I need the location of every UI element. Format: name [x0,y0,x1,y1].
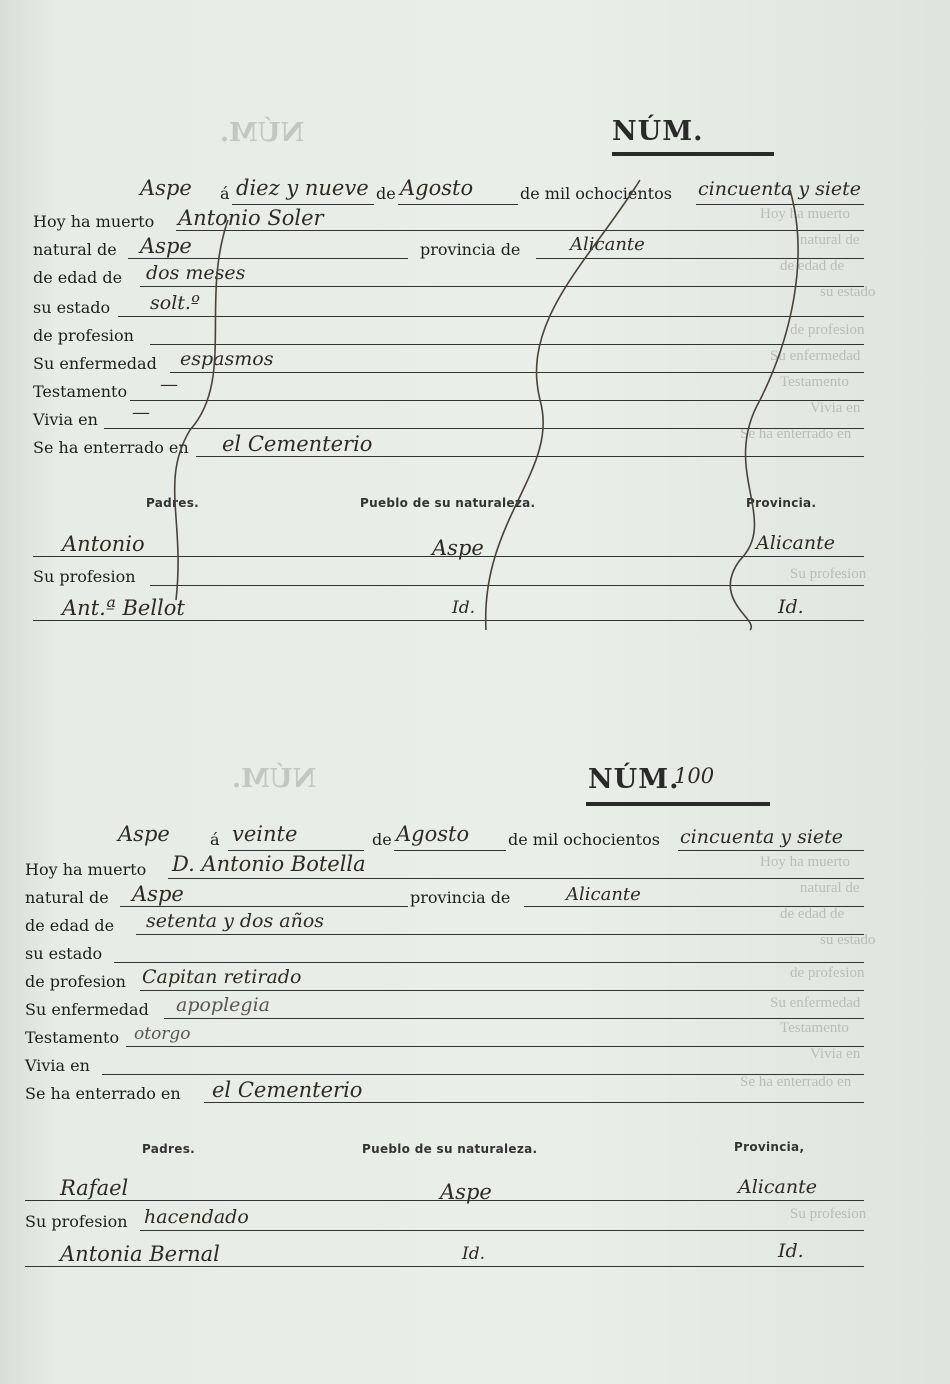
year-prefix-label: de mil ochocientos [520,184,672,203]
enterrado-label: Se ha enterrado en [25,1084,181,1103]
provincia-header: Provincia, [734,1140,805,1154]
bleed-label: de profesion [790,965,865,981]
bleed-label: Se ha enterrado en [740,1074,852,1090]
estado-line [114,962,864,963]
testamento-value: — [160,374,178,395]
vivia-line [102,1074,864,1075]
provincia-value: Alicante [570,234,645,255]
madre-pueblo: Id. [452,598,476,618]
bleed-label: Su enfermedad [770,348,861,364]
natural-line [120,906,408,907]
padre-line [25,1200,864,1201]
bleed-label: natural de [800,232,860,248]
bleed-label: de profesion [790,322,865,338]
place-value: Aspe [140,176,192,200]
hoy-label: Hoy ha muerto [25,860,147,879]
vivia-label: Vivia en [33,410,98,429]
pueblo-header: Pueblo de su naturaleza. [360,496,536,510]
enterrado-value: el Cementerio [212,1078,363,1102]
provincia-header: Provincia. [746,496,817,510]
pueblo-header: Pueblo de su naturaleza. [362,1142,538,1156]
estado-value: solt.º [150,292,200,314]
entry-number: 100 [674,764,715,788]
month-value: Agosto [396,822,470,846]
bleed-label: Su profesion [790,566,867,582]
ghost-num-header: NÚM. [220,118,305,148]
month-value: Agosto [400,176,474,200]
vivia-value: — [132,402,150,423]
enterrado-value: el Cementerio [222,432,373,456]
edad-line [136,934,864,935]
bleed-label: Su enfermedad [770,995,861,1011]
bleed-label: su estado [820,284,876,300]
deceased-name: D. Antonio Botella [172,852,366,876]
provincia-line [524,906,864,907]
bleed-label: Se ha enterrado en [740,426,852,442]
de-label: de [372,830,392,849]
padre-name: Antonio [62,532,145,556]
num-rule [586,802,770,806]
de-label: de [376,184,396,203]
su-profesion-label: Su profesion [33,567,136,586]
enfermedad-label: Su enfermedad [33,354,157,373]
madre-pueblo: Id. [462,1244,486,1264]
madre-name: Antonia Bernal [60,1242,220,1266]
bleed-label: su estado [820,932,876,948]
year-prefix-label: de mil ochocientos [508,830,660,849]
deceased-name: Antonio Soler [178,206,324,230]
padre-pueblo: Aspe [440,1180,492,1204]
natural-label: natural de [25,888,109,907]
testamento-line [126,1046,864,1047]
place-sep: á [210,830,220,849]
vivia-label: Vivia en [25,1056,90,1075]
bleed-label: Vivia en [810,400,861,416]
place-sep: á [220,184,230,203]
place-value: Aspe [118,822,170,846]
testamento-label: Testamento [25,1028,120,1047]
day-line [228,850,364,851]
bleed-label: Testamento [780,1020,849,1036]
provincia-label: provincia de [410,888,511,907]
bleed-label: natural de [800,880,860,896]
profesion-label: de profesion [33,326,134,345]
enfermedad-label: Su enfermedad [25,1000,149,1019]
enfermedad-value: espasmos [180,348,274,370]
bleed-label: Hoy ha muerto [760,854,850,870]
padre-provincia: Alicante [738,1176,817,1198]
enterrado-label: Se ha enterrado en [33,438,189,457]
testamento-label: Testamento [33,382,128,401]
padre-name: Rafael [60,1176,129,1200]
provincia-label: provincia de [420,240,521,259]
ghost-num-header: NÚM. [232,764,317,794]
natural-value: Aspe [132,882,184,906]
bleed-label: Su profesion [790,1206,867,1222]
bleed-label: de edad de [780,906,845,922]
year-value: cincuenta y siete [680,826,844,848]
padre-provincia: Alicante [756,532,835,554]
profesion-line [140,990,864,991]
enfermedad-value: apoplegia [176,994,270,1016]
bleed-label: Hoy ha muerto [760,206,850,222]
edad-label: de edad de [33,268,123,287]
profesion-value: Capitan retirado [142,966,302,988]
day-value: veinte [232,822,298,846]
hoy-label: Hoy ha muerto [33,212,155,231]
enterrado-line [204,1102,864,1103]
num-header: NÚM. [612,116,704,147]
padre-profesion: hacendado [144,1206,249,1228]
estado-label: su estado [25,944,103,963]
padres-header: Padres. [142,1142,196,1156]
natural-label: natural de [33,240,117,259]
bleed-label: de edad de [780,258,845,274]
madre-provincia: Id. [778,596,804,618]
year-line [678,850,864,851]
edad-label: de edad de [25,916,115,935]
day-value: diez y nueve [236,176,369,200]
madre-provincia: Id. [778,1240,804,1262]
num-header: NÚM. [588,764,680,795]
padre-pueblo: Aspe [432,536,484,560]
estado-label: su estado [33,298,111,317]
provincia-value: Alicante [566,884,641,905]
edad-value: setenta y dos años [146,910,325,932]
month-line [394,850,506,851]
su-profesion-line [140,1230,864,1231]
padres-header: Padres. [146,496,200,510]
madre-name: Ant.ª Bellot [62,596,185,620]
testamento-value: otorgo [134,1024,191,1044]
bleed-label: Vivia en [810,1046,861,1062]
profesion-label: de profesion [25,972,126,991]
edad-value: dos meses [146,262,246,284]
bleed-label: Testamento [780,374,849,390]
name-line [168,878,864,879]
su-profesion-label: Su profesion [25,1212,128,1231]
madre-line [25,1266,864,1267]
enfermedad-line [164,1018,864,1019]
natural-value: Aspe [140,234,192,258]
year-value: cincuenta y siete [698,178,862,200]
